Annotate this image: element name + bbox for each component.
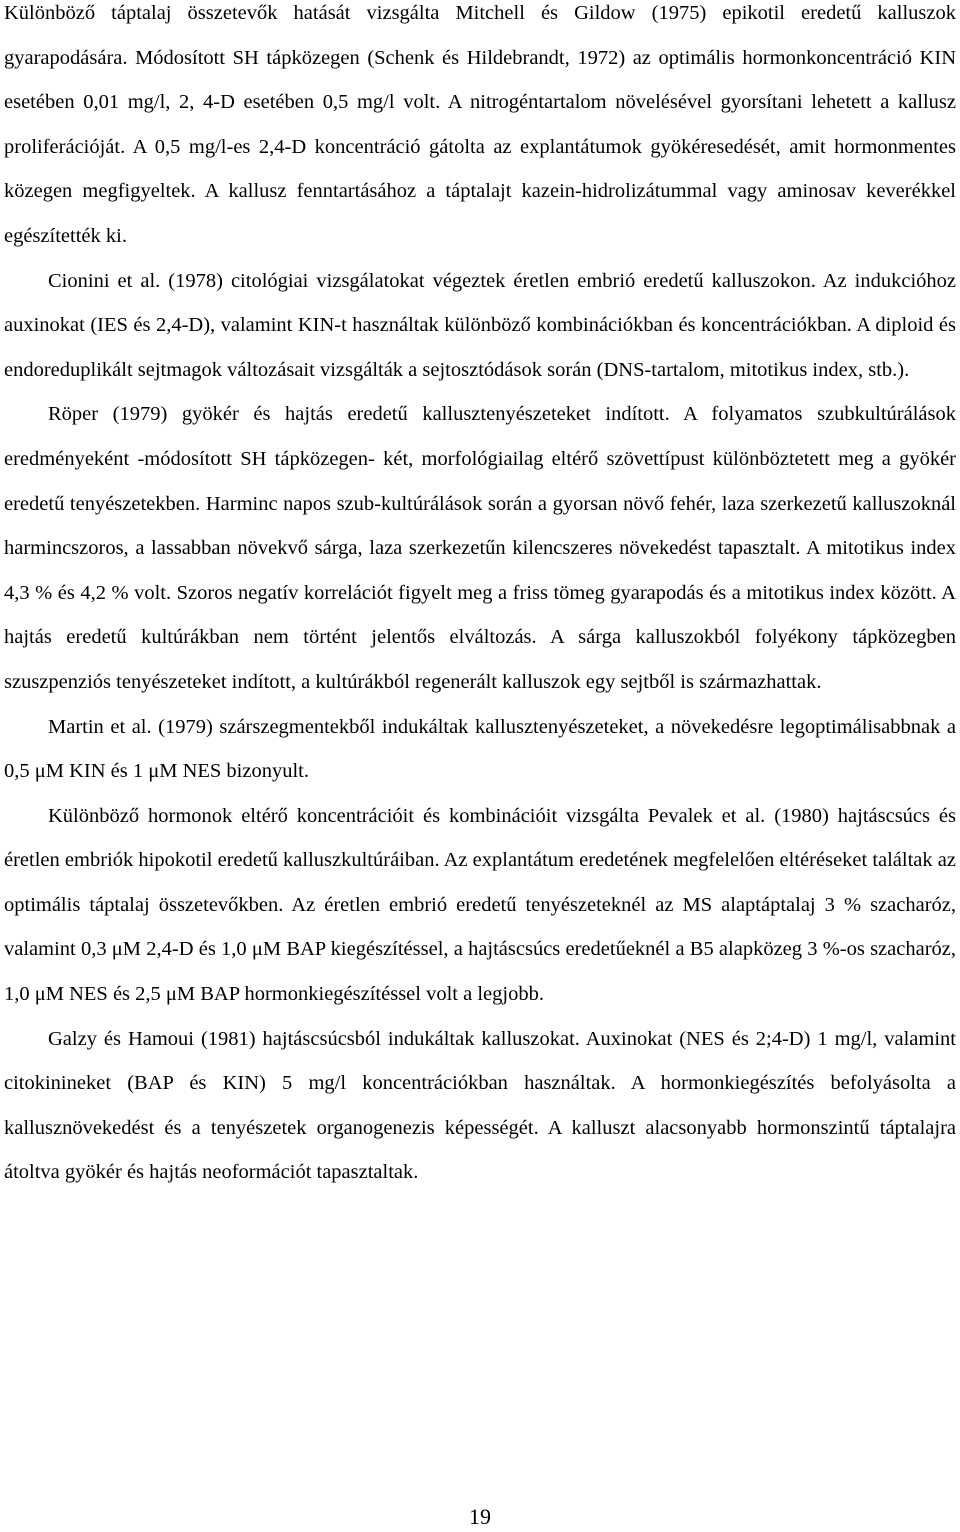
paragraph-cionini: Cionini et al. (1978) citológiai vizsgálatokat végeztek éretlen embrió eredetű kalluszokon. Az indukcióhoz auxinokat (IES és 2,4-D), valamint KIN-t használtak különböző kombinációkban és koncentrációkban. A diploid és endoreduplikált sejtmagok változásait vizsgálták a sejtosztódások során (DNS-tartalom, mitotikus index, stb.). [4, 269, 956, 381]
paragraph-galzy-hamoui: Galzy és Hamoui (1981) hajtáscsúcsból indukáltak kalluszokat. Auxinokat (NES és 2;4-D) 1 mg/l, valamint citokinineket (BAP és KIN) 5 mg/l koncentrációkban használtak. A hormonkiegészítés befolyásolta a kallusznövekedést és a tenyészetek organogenezis képességét. A kalluszt alacsonyabb hormonszintű táptalajra átoltva gyökér és hajtás neoformációt tapasztaltak. [4, 1027, 956, 1184]
paragraph-pevalek: Különböző hormonok eltérő koncentrációit és kombinációit vizsgálta Pevalek et al. (1980) hajtáscsúcs és éretlen embriók hipokotil eredetű kalluszkultúráiban. Az explantátum eredetének megfelelően eltéréseket találtak az optimális táptalaj összetevőkben. Az éretlen embrió eredetű tenyészeteknél az MS alaptáptalaj 3 % szacharóz, valamint 0,3 μM 2,4-D és 1,0 μM BAP kiegészítéssel, a hajtáscsúcs eredetűeknél a B5 alapközeg 3 %-os szacharóz, 1,0 μM NES és 2,5 μM BAP hormonkiegészítéssel volt a legjobb. [4, 804, 956, 1006]
page-number: 19 [469, 1504, 491, 1529]
paragraph-mitchell-gildow: Különböző táptalaj összetevők hatását vizsgálta Mitchell és Gildow (1975) epikotil eredetű kalluszok gyarapodására. Módosított SH tápközegen (Schenk és Hildebrandt, 1972) az optimális hormonkoncentráció KIN esetében 0,01 mg/l, 2, 4-D esetében 0,5 mg/l volt. A nitrogéntartalom növelésével gyorsítani lehetett a kallusz proliferációját. A 0,5 mg/l-es 2,4-D koncentráció gátolta az explantátumok gyökéresedését, amit hormonmentes közegen megfigyeltek. A kallusz fenntartásához a táptalajt kazein-hidrolizátummal vagy aminosav keverékkel egészítették ki. [4, 2, 956, 247]
document-page [4, 0, 956, 1195]
paragraph-martin: Martin et al. (1979) szárszegmentekből indukáltak kallusztenyészeteket, a növekedésre legoptimálisabbnak a 0,5 μM KIN és 1 μM NES bizonyult. [4, 715, 956, 783]
paragraph-roper: Röper (1979) gyökér és hajtás eredetű kallusztenyészeteket indított. A folyamatos szubkultúrálások eredményeként -módosított SH tápközegen- két, morfológiailag eltérő szövettípust különböztetett meg a gyökér eredetű tenyészetekben. Harminc napos szub-kultúrálások során a gyorsan növő fehér, laza szerkezetű kalluszoknál harmincszoros, a lassabban növekvő sárga, laza szerkezetűn kilencszeres növekedést tapasztalt. A mitotikus index 4,3 % és 4,2 % volt. Szoros negatív korrelációt figyelt meg a friss tömeg gyarapodás és a mitotikus index között. A hajtás eredetű kultúrákban nem történt jelentős elváltozás. A sárga kalluszokból folyékony tápközegben szuszpenziós tenyészeteket indított, a kultúrákból regenerált kalluszok egy sejtből is származhattak. [4, 403, 956, 693]
